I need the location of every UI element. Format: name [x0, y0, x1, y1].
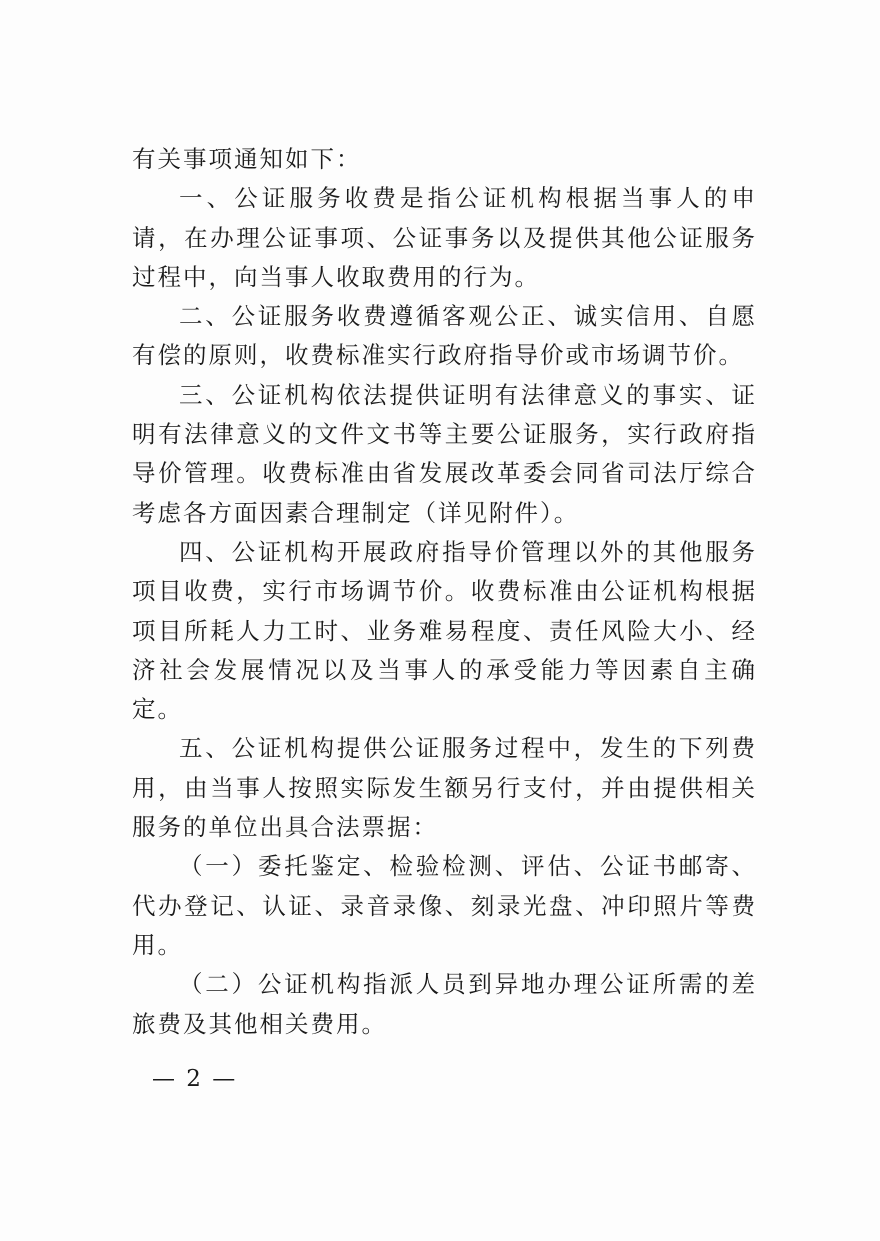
paragraph-5-item-1: （一）委托鉴定、检验检测、评估、公证书邮寄、代办登记、认证、录音录像、刻录光盘、冲印照片等费用。 [132, 852, 757, 959]
paragraph-2: 二、公证服务收费遵循客观公正、诚实信用、自愿有偿的原则，收费标准实行政府指导价或市场调节价。 [132, 302, 757, 370]
page-number: — 2 — [152, 1066, 238, 1092]
paragraph-5-item-2: （二）公证机构指派人员到异地办理公证所需的差旅费及其他相关费用。 [132, 970, 757, 1038]
paragraph-5: 五、公证机构提供公证服务过程中，发生的下列费用，由当事人按照实际发生额另行支付，并由提供相关服务的单位出具合法票据： [132, 734, 757, 842]
paragraph-4: 四、公证机构开展政府指导价管理以外的其他服务项目收费，实行市场调节价。收费标准由公证机构根据项目所耗人力工时、业务难易程度、责任风险大小、经济社会发展情况以及当事人的承受能力等因素自主确定。 [132, 537, 757, 724]
document-body [132, 140, 757, 1044]
intro-line: 有关事项通知如下： [132, 145, 362, 173]
paragraph-3: 三、公证机构依法提供证明有法律意义的事实、证明有法律意义的文件文书等主要公证服务，实行政府指导价管理。收费标准由省发展改革委会同省司法厅综合考虑各方面因素合理制定（详见附件）。 [132, 380, 757, 527]
paragraph-1: 一、公证服务收费是指公证机构根据当事人的申请，在办理公证事项、公证事务以及提供其他公证服务过程中，向当事人收取费用的行为。 [132, 184, 757, 291]
